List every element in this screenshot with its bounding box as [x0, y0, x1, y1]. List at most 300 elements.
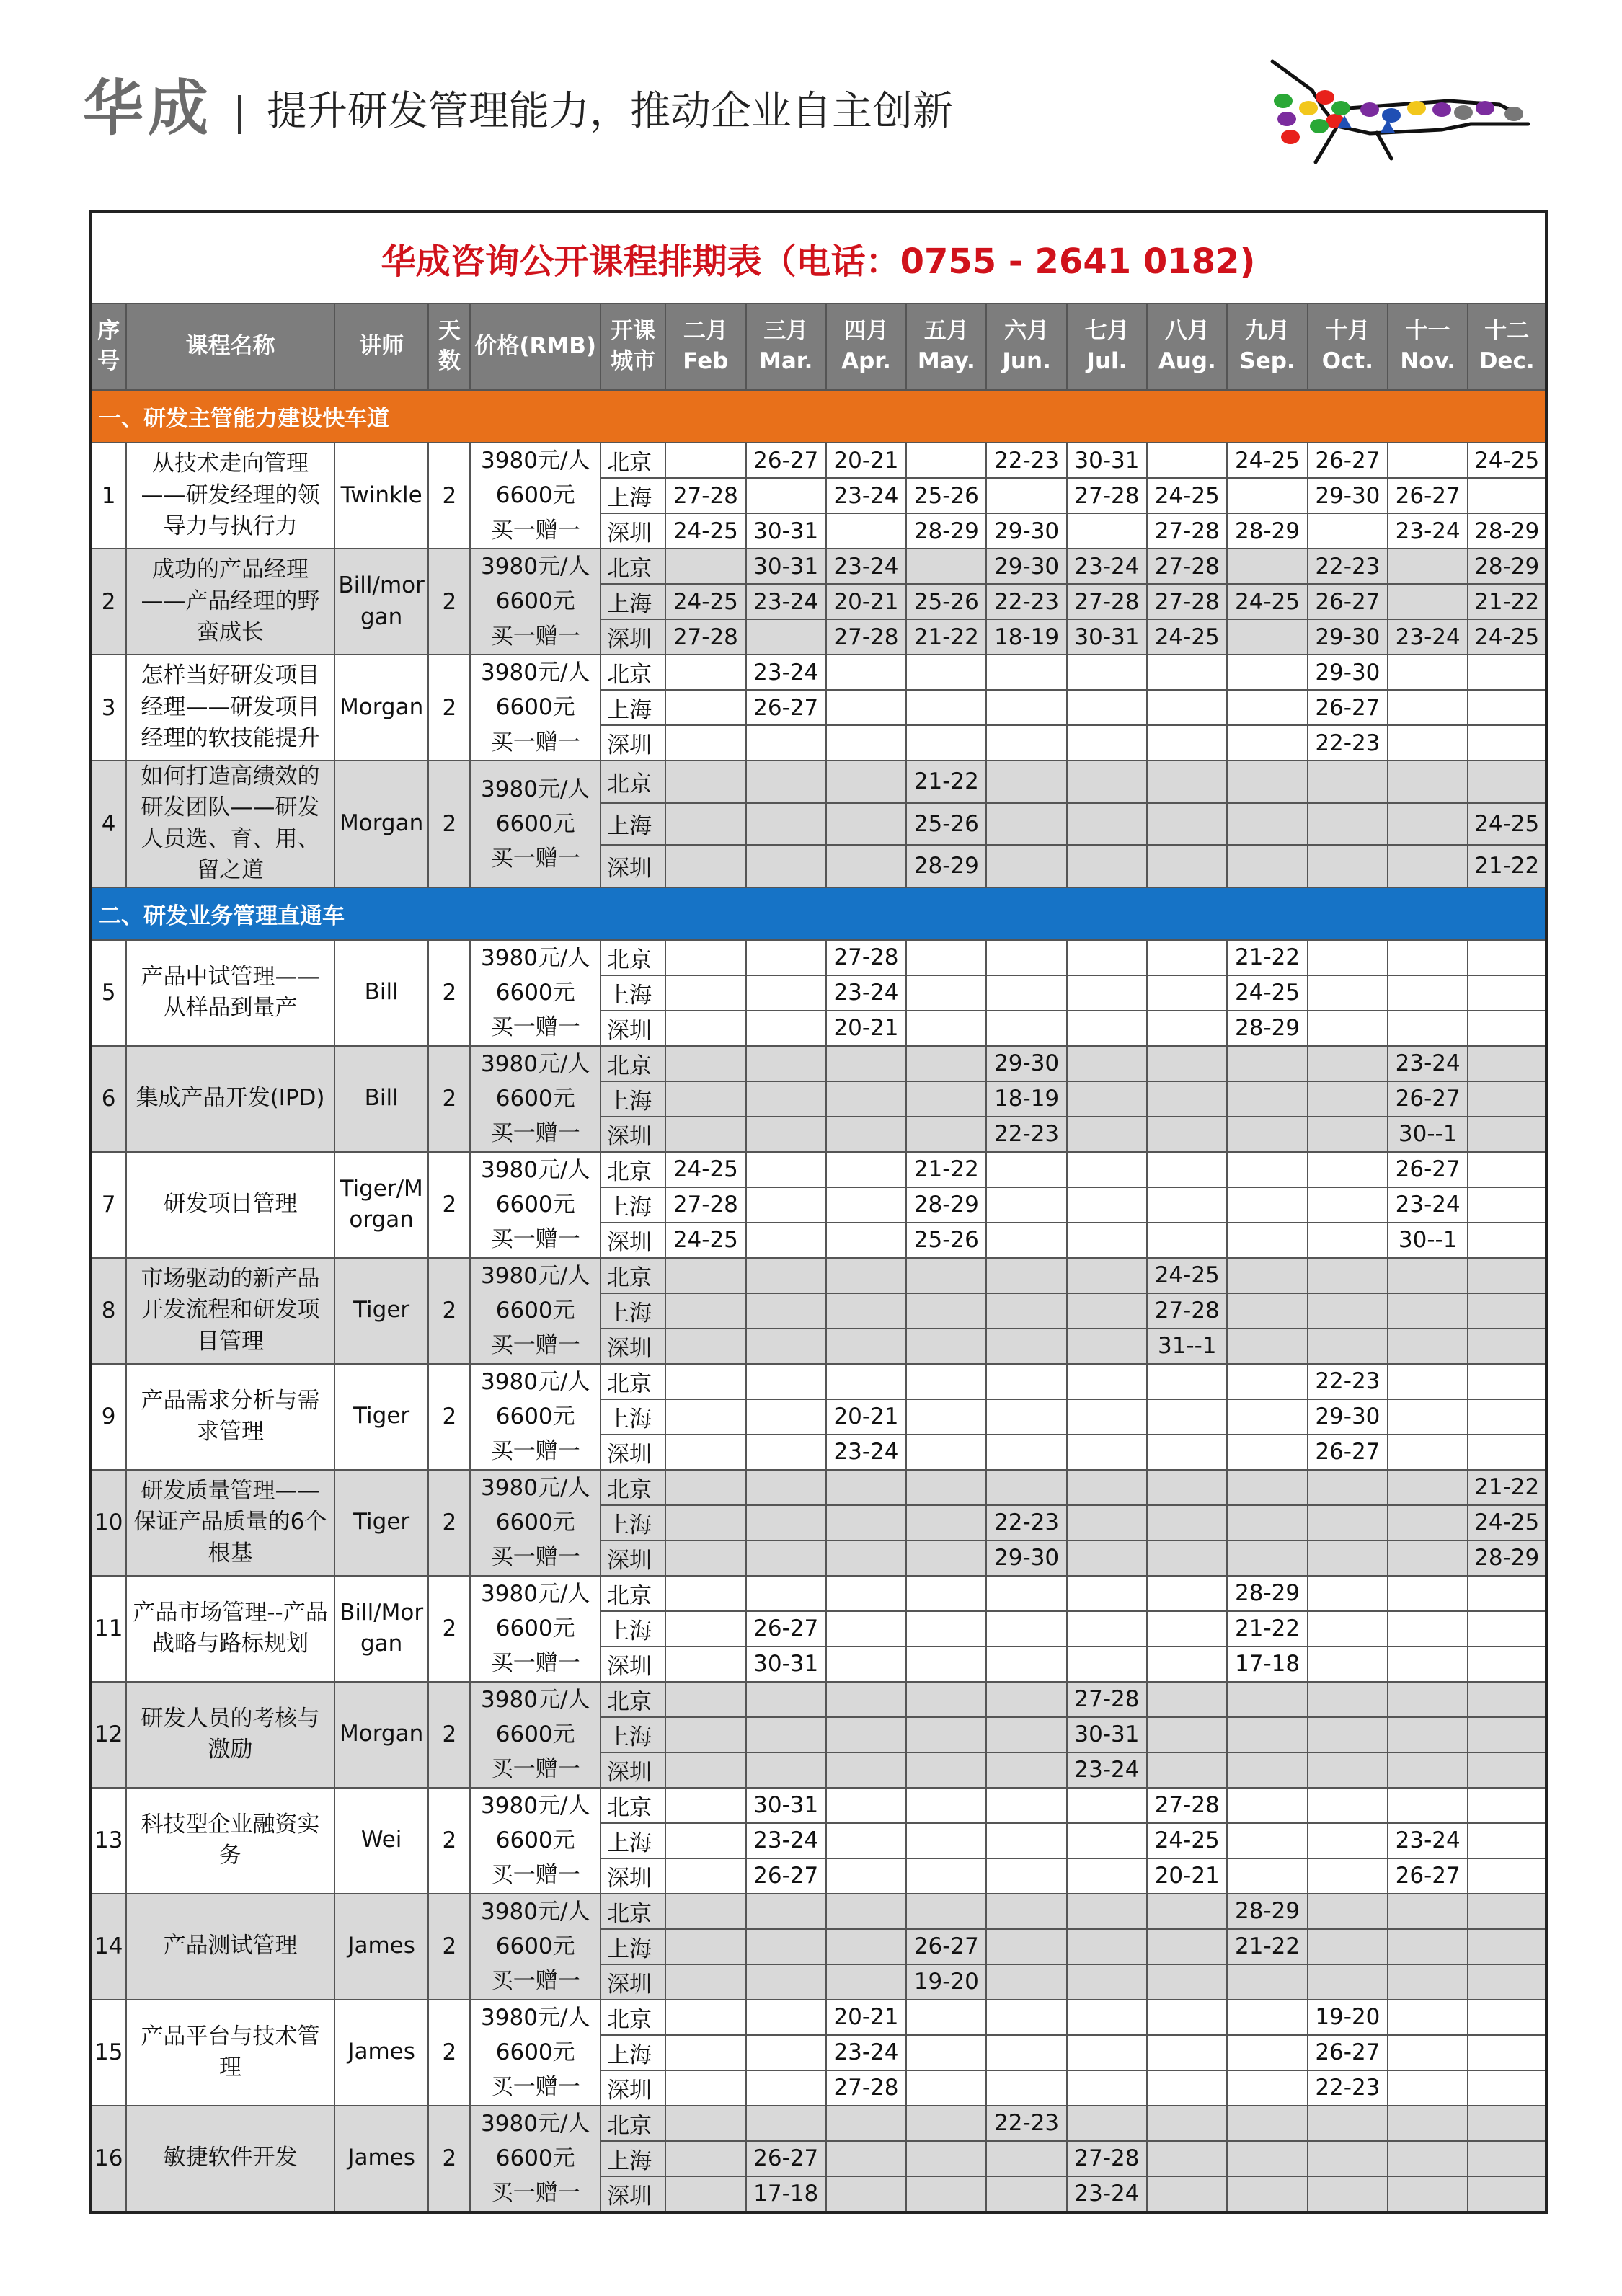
- table-title: 华成咨询公开课程排期表（电话：0755 - 2641 0182): [90, 212, 1546, 303]
- schedule-date: [986, 2070, 1066, 2106]
- schedule-date: [1147, 1611, 1227, 1646]
- course-city: 北京: [601, 1894, 665, 1929]
- schedule-date: [1388, 1470, 1468, 1505]
- schedule-date: 26-27: [1308, 2035, 1388, 2070]
- price-line: 6600元: [495, 810, 575, 837]
- schedule-date: [1388, 803, 1468, 846]
- course-name: 敏捷软件开发: [126, 2106, 334, 2212]
- schedule-date: 26-27: [746, 1611, 826, 1646]
- schedule-date: 24-25: [1227, 443, 1307, 478]
- schedule-date: [906, 1470, 986, 1505]
- schedule-date: [1227, 478, 1307, 513]
- price-line: 买一赠一: [490, 1120, 580, 1147]
- course-name: 产品市场管理--产品战略与路标规划: [126, 1576, 334, 1682]
- schedule-date: 23-24: [746, 655, 826, 690]
- course-block: [90, 1470, 1546, 1576]
- schedule-date: [826, 1682, 906, 1717]
- schedule-date: [1388, 2070, 1468, 2106]
- course-city: 北京: [601, 2000, 665, 2035]
- header-divider: [238, 95, 241, 134]
- schedule-date: [1147, 1046, 1227, 1081]
- schedule-date: [986, 1823, 1066, 1858]
- schedule-date: 23-24: [826, 975, 906, 1011]
- schedule-date: [746, 1187, 826, 1223]
- schedule-date: 23-24: [1388, 1046, 1468, 1081]
- schedule-date: [1147, 2141, 1227, 2176]
- schedule-date: [906, 1858, 986, 1894]
- price-line: 6600元: [495, 482, 575, 509]
- schedule-date: [746, 975, 826, 1011]
- schedule-date: [906, 1117, 986, 1152]
- schedule-date: [1227, 2176, 1307, 2212]
- logo-dot: [1382, 108, 1401, 123]
- schedule-date: [1388, 1364, 1468, 1399]
- schedule-date: [1308, 1788, 1388, 1823]
- schedule-date: [1227, 655, 1307, 690]
- course-price: [470, 1682, 601, 1788]
- company-logo-icon: [1269, 58, 1543, 166]
- schedule-date: [826, 1894, 906, 1929]
- price-line: 6600元: [495, 694, 575, 721]
- schedule-date: [665, 1682, 745, 1717]
- schedule-date: [1227, 2106, 1307, 2141]
- schedule-date: [746, 1682, 826, 1717]
- schedule-date: [826, 1258, 906, 1293]
- schedule-date: [665, 443, 745, 478]
- price-line: 3980元/人: [481, 1262, 590, 1289]
- schedule-date: [906, 2070, 986, 2106]
- schedule-date: 24-25: [1147, 1823, 1227, 1858]
- course-block: [90, 1364, 1546, 1470]
- course-days: 2: [428, 549, 470, 655]
- schedule-date: [1308, 1682, 1388, 1717]
- section-title: 二、研发业务管理直通车: [90, 887, 1546, 940]
- schedule-date: [665, 761, 745, 803]
- schedule-date: [1147, 1364, 1227, 1399]
- schedule-date: [986, 803, 1066, 846]
- course-city: 深圳: [601, 1646, 665, 1682]
- schedule-date: [906, 2035, 986, 2070]
- schedule-date: 27-28: [665, 478, 745, 513]
- course-days: 2: [428, 1258, 470, 1364]
- schedule-date: 21-22: [1468, 1470, 1546, 1505]
- schedule-date: [1227, 1435, 1307, 1470]
- course-name: 研发人员的考核与激励: [126, 1682, 334, 1788]
- schedule-date: [1147, 1929, 1227, 1964]
- schedule-date: [826, 2176, 906, 2212]
- schedule-date: [1147, 1223, 1227, 1258]
- schedule-date: [986, 1611, 1066, 1646]
- course-teacher: Morgan: [334, 1682, 428, 1788]
- schedule-date: [826, 1717, 906, 1752]
- schedule-date: [1468, 1293, 1546, 1329]
- course-block: [90, 1258, 1546, 1364]
- schedule-date: [1227, 1823, 1307, 1858]
- schedule-date: [1147, 1470, 1227, 1505]
- col-month: 十一Nov.: [1388, 303, 1468, 390]
- course-city: 深圳: [601, 2070, 665, 2106]
- course-city: 上海: [601, 1717, 665, 1752]
- col-month: 四月Apr.: [826, 303, 906, 390]
- schedule-date: 26-27: [906, 1929, 986, 1964]
- schedule-date: 23-24: [1067, 2176, 1147, 2212]
- schedule-date: [1147, 690, 1227, 725]
- schedule-date: [986, 2176, 1066, 2212]
- schedule-date: [1308, 1011, 1388, 1046]
- schedule-date: [665, 2070, 745, 2106]
- schedule-date: [826, 1752, 906, 1788]
- course-city: 上海: [601, 1823, 665, 1858]
- schedule-date: [1468, 1046, 1546, 1081]
- price-line: 买一赠一: [490, 623, 580, 650]
- schedule-date: 22-23: [986, 1505, 1066, 1541]
- schedule-date: [906, 1611, 986, 1646]
- schedule-date: [826, 1470, 906, 1505]
- logo-dot: [1310, 119, 1329, 133]
- schedule-date: 29-30: [1308, 478, 1388, 513]
- schedule-date: [826, 1223, 906, 1258]
- schedule-date: [1147, 1187, 1227, 1223]
- col-city: 开课城市: [601, 303, 665, 390]
- schedule-date: 31--1: [1147, 1329, 1227, 1364]
- course-price: [470, 1258, 601, 1364]
- course-block: [90, 443, 1546, 549]
- schedule-date: [1388, 845, 1468, 887]
- schedule-date: [986, 690, 1066, 725]
- schedule-date: [986, 1011, 1066, 1046]
- schedule-date: 28-29: [1227, 1576, 1307, 1611]
- course-name: 怎样当好研发项目经理——研发项目经理的软技能提升: [126, 655, 334, 761]
- course-city: 深圳: [601, 513, 665, 549]
- course-seq: 5: [90, 940, 126, 1046]
- schedule-date: 19-20: [1308, 2000, 1388, 2035]
- schedule-date: 29-30: [1308, 619, 1388, 655]
- schedule-date: 30-31: [1067, 619, 1147, 655]
- schedule-date: [746, 1399, 826, 1435]
- course-seq: 7: [90, 1152, 126, 1258]
- course-price: [470, 549, 601, 655]
- course-city: 上海: [601, 1399, 665, 1435]
- schedule-date: [1227, 1541, 1307, 1576]
- schedule-date: [906, 1293, 986, 1329]
- schedule-date: [1308, 1258, 1388, 1293]
- schedule-date: 28-29: [906, 1187, 986, 1223]
- course-city: 上海: [601, 2035, 665, 2070]
- schedule-date: [1227, 1364, 1307, 1399]
- schedule-date: [986, 1399, 1066, 1435]
- schedule-date: [665, 1646, 745, 1682]
- schedule-date: [1067, 1117, 1147, 1152]
- schedule-date: 29-30: [986, 549, 1066, 584]
- schedule-date: [906, 2106, 986, 2141]
- schedule-date: [1227, 1964, 1307, 2000]
- course-days: 2: [428, 1682, 470, 1788]
- schedule-date: 22-23: [986, 584, 1066, 619]
- col-month: 七月Jul.: [1067, 303, 1147, 390]
- schedule-date: 26-27: [1308, 1435, 1388, 1470]
- schedule-date: [746, 1152, 826, 1187]
- course-days: 2: [428, 2000, 470, 2106]
- course-teacher: James: [334, 2106, 428, 2212]
- schedule-date: [665, 1470, 745, 1505]
- course-price: [470, 655, 601, 761]
- col-price: 价格(RMB): [470, 303, 601, 390]
- schedule-date: [665, 1823, 745, 1858]
- schedule-date: [1147, 2106, 1227, 2141]
- schedule-date: [665, 2000, 745, 2035]
- schedule-date: [906, 1823, 986, 1858]
- schedule-date: [1468, 1788, 1546, 1823]
- schedule-date: 23-24: [746, 1823, 826, 1858]
- schedule-date: [826, 1964, 906, 2000]
- schedule-date: 23-24: [1067, 549, 1147, 584]
- schedule-date: [986, 1223, 1066, 1258]
- schedule-date: [1067, 513, 1147, 549]
- schedule-date: [1067, 2000, 1147, 2035]
- schedule-date: 29-30: [1308, 1399, 1388, 1435]
- schedule-date: [1468, 1187, 1546, 1223]
- schedule-date: [665, 1011, 745, 1046]
- course-block: [90, 549, 1546, 655]
- course-block: [90, 655, 1546, 761]
- schedule-date: [906, 655, 986, 690]
- course-teacher: Bill: [334, 1046, 428, 1152]
- schedule-date: [746, 1011, 826, 1046]
- course-price: [470, 1788, 601, 1894]
- schedule-date: [665, 1964, 745, 2000]
- schedule-date: 26-27: [1388, 1081, 1468, 1117]
- schedule-date: [1147, 1576, 1227, 1611]
- schedule-date: [986, 1293, 1066, 1329]
- schedule-date: [826, 655, 906, 690]
- table-row: [90, 940, 1546, 975]
- course-city: 北京: [601, 1682, 665, 1717]
- schedule-date: [1388, 1505, 1468, 1541]
- schedule-date: [1147, 1152, 1227, 1187]
- schedule-date: [1468, 1576, 1546, 1611]
- col-course-name: 课程名称: [126, 303, 334, 390]
- schedule-date: 27-28: [1067, 478, 1147, 513]
- schedule-date: [665, 1611, 745, 1646]
- schedule-date: [665, 1081, 745, 1117]
- schedule-date: [826, 1187, 906, 1223]
- schedule-date: [1468, 1152, 1546, 1187]
- table-row: [90, 1894, 1546, 1929]
- schedule-date: [746, 845, 826, 887]
- schedule-date: 27-28: [1147, 513, 1227, 549]
- price-line: 买一赠一: [490, 1544, 580, 1571]
- schedule-date: [1388, 940, 1468, 975]
- course-teacher: Twinkle: [334, 443, 428, 549]
- schedule-date: [1227, 1258, 1307, 1293]
- schedule-date: [1468, 1611, 1546, 1646]
- schedule-date: 26-27: [746, 2141, 826, 2176]
- schedule-date: [1468, 2106, 1546, 2141]
- schedule-date: [665, 940, 745, 975]
- table-row: [90, 1046, 1546, 1081]
- schedule-date: [746, 803, 826, 846]
- schedule-date: 24-25: [1147, 1258, 1227, 1293]
- course-city: 北京: [601, 761, 665, 803]
- schedule-date: [1067, 1894, 1147, 1929]
- schedule-date: [665, 975, 745, 1011]
- schedule-date: 30-31: [746, 513, 826, 549]
- schedule-date: 28-29: [906, 513, 986, 549]
- price-line: 3980元/人: [481, 448, 590, 474]
- schedule-date: [1067, 1435, 1147, 1470]
- schedule-date: [746, 1258, 826, 1293]
- schedule-date: [1308, 1541, 1388, 1576]
- schedule-date: [826, 1364, 906, 1399]
- price-line: 3980元/人: [481, 1792, 590, 1819]
- schedule-date: [1227, 725, 1307, 761]
- course-teacher: Bill/Morgan: [334, 1576, 428, 1682]
- schedule-date: [986, 975, 1066, 1011]
- course-city: 深圳: [601, 2176, 665, 2212]
- schedule-date: [1067, 2070, 1147, 2106]
- course-city: 上海: [601, 975, 665, 1011]
- schedule-date: [1468, 1258, 1546, 1293]
- schedule-date: [1147, 940, 1227, 975]
- col-month: 十月Oct.: [1308, 303, 1388, 390]
- schedule-date: [1388, 761, 1468, 803]
- course-city: 深圳: [601, 1752, 665, 1788]
- schedule-date: [1468, 1894, 1546, 1929]
- schedule-date: 28-29: [1468, 513, 1546, 549]
- course-seq: 9: [90, 1364, 126, 1470]
- schedule-date: 28-29: [1227, 1011, 1307, 1046]
- schedule-date: [746, 2035, 826, 2070]
- course-city: 上海: [601, 803, 665, 846]
- schedule-date: [1308, 1929, 1388, 1964]
- schedule-date: [1227, 1293, 1307, 1329]
- schedule-date: [826, 1646, 906, 1682]
- course-days: 2: [428, 1364, 470, 1470]
- course-name: 科技型企业融资实务: [126, 1788, 334, 1894]
- schedule-date: 24-25: [1227, 584, 1307, 619]
- schedule-date: [665, 1717, 745, 1752]
- schedule-date: [1388, 1682, 1468, 1717]
- schedule-date: [665, 1399, 745, 1435]
- course-block: [90, 2106, 1546, 2212]
- schedule-date: [746, 1964, 826, 2000]
- schedule-date: 27-28: [1147, 584, 1227, 619]
- schedule-date: [826, 2106, 906, 2141]
- schedule-date: [665, 1894, 745, 1929]
- table-row: [90, 2000, 1546, 2035]
- course-name: 如何打造高绩效的研发团队——研发人员选、育、用、留之道: [126, 761, 334, 887]
- schedule-date: [986, 1788, 1066, 1823]
- schedule-date: [906, 1788, 986, 1823]
- course-block: [90, 1152, 1546, 1258]
- course-price: [470, 761, 601, 887]
- schedule-date: [665, 725, 745, 761]
- schedule-date: 23-24: [746, 584, 826, 619]
- logo-dot: [1504, 107, 1523, 121]
- schedule-date: [665, 1329, 745, 1364]
- course-city: 深圳: [601, 725, 665, 761]
- schedule-date: [1147, 2035, 1227, 2070]
- schedule-date: [1227, 2035, 1307, 2070]
- schedule-date: [1227, 1470, 1307, 1505]
- schedule-date: [1308, 513, 1388, 549]
- course-teacher: James: [334, 2000, 428, 2106]
- schedule-date: 23-24: [1388, 1823, 1468, 1858]
- brand-name: 华成: [83, 73, 213, 143]
- schedule-date: [1067, 1541, 1147, 1576]
- schedule-date: [1227, 1717, 1307, 1752]
- schedule-date: 27-28: [1067, 1682, 1147, 1717]
- schedule-date: [1388, 1293, 1468, 1329]
- schedule-date: [665, 1541, 745, 1576]
- course-teacher: Morgan: [334, 655, 428, 761]
- schedule-date: [665, 655, 745, 690]
- schedule-date: [906, 975, 986, 1011]
- schedule-date: [1147, 1682, 1227, 1717]
- section-title: 一、研发主管能力建设快车道: [90, 390, 1546, 443]
- schedule-date: 22-23: [986, 1117, 1066, 1152]
- course-city: 深圳: [601, 1223, 665, 1258]
- schedule-date: [1468, 2000, 1546, 2035]
- schedule-date: [1067, 2106, 1147, 2141]
- course-city: 深圳: [601, 1858, 665, 1894]
- schedule-date: [1067, 1223, 1147, 1258]
- schedule-date: [1067, 1081, 1147, 1117]
- schedule-date: [986, 1258, 1066, 1293]
- schedule-date: [1147, 761, 1227, 803]
- schedule-date: 26-27: [1308, 690, 1388, 725]
- schedule-date: 23-24: [826, 478, 906, 513]
- schedule-date: [906, 1046, 986, 1081]
- schedule-date: 27-28: [1067, 584, 1147, 619]
- schedule-date: [1308, 1576, 1388, 1611]
- schedule-date: 18-19: [986, 1081, 1066, 1117]
- price-line: 3980元/人: [481, 1156, 590, 1183]
- schedule-date: 30-31: [746, 549, 826, 584]
- schedule-date: [986, 1152, 1066, 1187]
- schedule-date: [986, 478, 1066, 513]
- course-city: 上海: [601, 2141, 665, 2176]
- course-city: 北京: [601, 1152, 665, 1187]
- schedule-date: [1388, 2141, 1468, 2176]
- schedule-date: [1067, 1823, 1147, 1858]
- schedule-date: [1227, 1081, 1307, 1117]
- course-name: 产品需求分析与需求管理: [126, 1364, 334, 1470]
- schedule-date: 20-21: [826, 2000, 906, 2035]
- schedule-date: [1468, 1329, 1546, 1364]
- schedule-date: 24-25: [665, 513, 745, 549]
- schedule-date: [1308, 1752, 1388, 1788]
- schedule-date: [906, 1894, 986, 1929]
- schedule-date: [1067, 1470, 1147, 1505]
- schedule-date: [906, 690, 986, 725]
- schedule-date: [826, 803, 906, 846]
- schedule-date: [1388, 584, 1468, 619]
- schedule-date: [826, 725, 906, 761]
- course-teacher: Wei: [334, 1788, 428, 1894]
- schedule-date: [1067, 1046, 1147, 1081]
- section-header: [90, 390, 1546, 443]
- schedule-date: [1067, 1964, 1147, 2000]
- schedule-date: [746, 1117, 826, 1152]
- schedule-date: 28-29: [906, 845, 986, 887]
- schedule-date: [746, 1223, 826, 1258]
- schedule-date: 26-27: [1388, 1152, 1468, 1187]
- schedule-date: [1227, 2070, 1307, 2106]
- schedule-date: [986, 1329, 1066, 1364]
- schedule-date: [665, 690, 745, 725]
- schedule-date: 27-28: [826, 940, 906, 975]
